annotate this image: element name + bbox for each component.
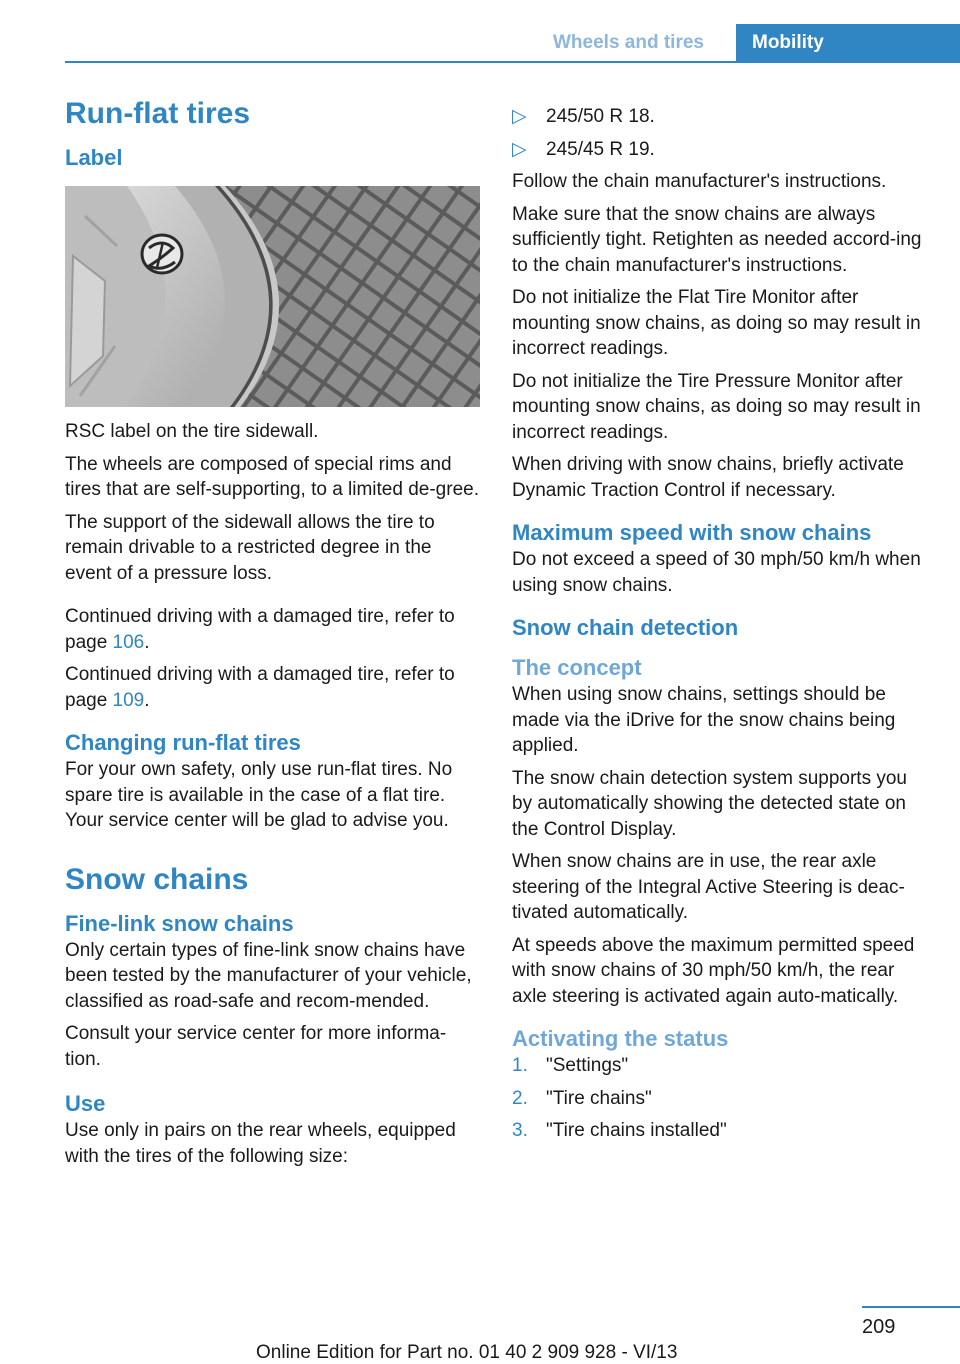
activation-steps-list [512,1053,932,1144]
paragraph-rear-axle-reactivated: At speeds above the maximum permitted speed with snow chains of 30 mph/50 km/h, the rear axle steering is activated again auto‐matically. [512,934,915,1007]
list-item [512,1053,932,1079]
footer-edition: Online Edition for Part no. 01 40 2 909 928 - VI/13 [256,1342,678,1363]
step-number: 2. [512,1087,528,1109]
tire-sidewall-image [65,186,480,407]
heading-fine-link-snow-chains: Fine-link snow chains [65,910,294,936]
tire-size-list [512,104,932,162]
footer-rule [862,1306,960,1308]
step-text: "Tire chains" [546,1087,652,1109]
heading-snow-chain-detection: Snow chain detection [512,615,739,640]
page-number: 209 [862,1316,896,1338]
paragraph-safety-run-flat: For your own safety, only use run-flat tires. No spare tire is available in the case of a flat tire. Your service center will be glad to advise you. [65,759,453,831]
left-column [65,96,480,1176]
list-item [512,1118,932,1144]
header-chapter-tab: Mobility [736,24,960,61]
tire-size: 245/45 R 19. [546,138,655,160]
triangle-bullet-icon: ▷ [512,106,527,127]
heading-use: Use [65,1091,106,1116]
heading-label: Label [65,145,123,170]
heading-activating-status: Activating the status [512,1026,729,1051]
paragraph-idrive-settings: When using snow chains, settings should be made via the iDrive for the snow chains being applied. [512,684,896,756]
step-number: 1. [512,1055,528,1076]
paragraph-tire-pressure-monitor: Do not initialize the Tire Pressure Monitor after mounting snow chains, as doing so may result in incorrect readings. [512,370,921,443]
heading-the-concept: The concept [512,655,642,680]
heading-maximum-speed: Maximum speed with snow chains [512,520,872,545]
paragraph-detection-system: The snow chain detection system supports you by automatically showing the detected state on the Control Display. [512,767,907,840]
triangle-bullet-icon: ▷ [512,138,527,160]
ref-text: Continued driving with a damaged tire, refer to page [65,664,455,711]
step-text: "Tire chains installed" [546,1120,727,1141]
list-item [512,1086,932,1112]
list-item [512,104,932,130]
paragraph-damaged-tire-ref-2: Continued driving with a damaged tire, refer to page 109. [65,664,455,711]
paragraph-damaged-tire-ref-1: Continued driving with a damaged tire, refer to page 106. [65,606,455,653]
paragraph-flat-tire-monitor: Do not initialize the Flat Tire Monitor after mounting snow chains, as doing so may result in incorrect readings. [512,287,921,359]
image-caption: RSC label on the tire sidewall. [65,421,319,442]
step-number: 3. [512,1120,528,1141]
right-column [512,104,932,1151]
heading-run-flat-tires: Run-flat tires [65,97,251,130]
page-link-109[interactable]: 109 [112,689,145,711]
page-link-106[interactable]: 106 [112,631,145,653]
paragraph-use-rear-wheels: Use only in pairs on the rear wheels, equipped with the tires of the following size: [65,1120,456,1167]
ref-text: Continued driving with a damaged tire, refer to page [65,606,455,653]
paragraph-rear-axle-deactivated: When snow chains are in use, the rear axle steering of the Integral Active Steering is deac‐tivated automatically. [512,851,905,923]
paragraph-consult-service: Consult your service center for more informa‐tion. [65,1023,447,1070]
paragraph-follow-instructions: Follow the chain manufacturer's instructions. [512,171,887,192]
step-text: "Settings" [546,1055,629,1076]
paragraph-chains-tight: Make sure that the snow chains are always sufficiently tight. Retighten as needed accord‐ing to the chain manufacturer's instructions. [512,203,922,276]
header-section-title: Wheels and tires [553,32,704,53]
paragraph-speed-limit: Do not exceed a speed of 30 mph/50 km/h when using snow chains. [512,549,921,596]
paragraph-wheels-composition: The wheels are composed of special rims and tires that are self-supporting, to a limited de‐gree. [65,453,479,500]
list-item [512,137,932,163]
paragraph-sidewall-support: The support of the sidewall allows the tire to remain drivable to a restricted degree in the event of a pressure loss. [65,511,435,584]
header-rule [65,61,960,63]
paragraph-dynamic-traction: When driving with snow chains, briefly activate Dynamic Traction Control if necessary. [512,454,904,501]
paragraph-fine-link-tested: Only certain types of fine-link snow chains have been tested by the manufacturer of your vehicle, classified as road-safe and recom‐mended. [65,939,472,1012]
heading-changing-run-flat-tires: Changing run-flat tires [65,730,301,755]
heading-snow-chains: Snow chains [65,862,249,896]
tire-size: 245/50 R 18. [546,106,655,127]
